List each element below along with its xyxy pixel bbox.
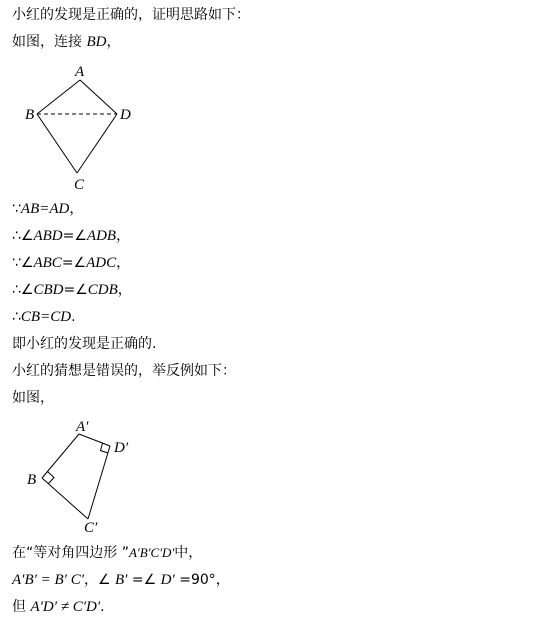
angle-cdb: CDB xyxy=(87,282,118,298)
period: . xyxy=(71,309,76,325)
edge-c2d2 xyxy=(88,446,110,519)
inequality-line xyxy=(12,598,105,616)
comma: ， xyxy=(116,255,131,271)
quad-definition-text: 在“等对角四边形 ” xyxy=(12,545,129,561)
edge-a2b2 xyxy=(42,434,79,478)
equation-ab-ad: AB=AD xyxy=(20,201,70,217)
angle-adc: ADC xyxy=(86,255,117,271)
vertex-label-a-prime: A′ xyxy=(76,419,89,435)
therefore-angle-symbol: ∴∠ xyxy=(12,228,34,244)
angle-abc: ABC xyxy=(33,255,62,271)
segment-bd: BD xyxy=(86,34,107,50)
angle-abd: ABD xyxy=(33,228,63,244)
equals-angle: =∠ xyxy=(127,572,161,588)
right-angle-mark-b xyxy=(48,472,55,484)
comma-angle: ，∠ xyxy=(84,572,116,588)
therefore-angle-symbol: ∴∠ xyxy=(12,282,34,298)
comma: ， xyxy=(106,34,121,50)
vertex-label-a: A xyxy=(75,64,85,80)
figure2-intro xyxy=(12,389,54,407)
vertex-label-d-prime: D′ xyxy=(114,440,129,456)
connect-text: 如图，连接 xyxy=(12,34,87,50)
therefore-symbol: ∴ xyxy=(12,309,21,325)
counterexample-intro xyxy=(12,362,236,380)
equals-angle: =∠ xyxy=(62,228,87,244)
period: . xyxy=(100,599,105,615)
vertex-label-b: B xyxy=(25,107,35,123)
edge-ad xyxy=(80,80,117,114)
conclusion-line xyxy=(12,335,156,353)
vertex-label-c: C xyxy=(74,177,85,193)
because-angle-symbol: ∵∠ xyxy=(12,255,34,271)
counterexample-intro-text: 小红的猜想是错误的，举反例如下： xyxy=(12,363,236,379)
equals-angle: =∠ xyxy=(61,255,87,271)
conclusion-text: 即小红的发现是正确的. xyxy=(12,336,157,352)
equation-cb-cd: CB=CD xyxy=(20,309,72,325)
proof-step-2 xyxy=(12,227,130,245)
comma: ， xyxy=(117,282,132,298)
vertex-label-b-prime: B xyxy=(27,472,37,488)
proof-step-4 xyxy=(12,281,132,299)
comma: ， xyxy=(116,228,131,244)
angle-adb: ADB xyxy=(86,228,117,244)
proof-step-1 xyxy=(12,200,83,218)
equal-sides-line xyxy=(12,571,230,589)
quad-definition-tail: 中， xyxy=(174,545,203,561)
inequality-a2d2-c2d2: A′D′ ≠ C′D′ xyxy=(30,599,101,615)
ninety-degrees: =90°， xyxy=(174,572,230,588)
proof-intro-text: 小红的发现是正确的，证明思路如下： xyxy=(12,7,250,23)
angle-cbd: CBD xyxy=(33,282,64,298)
comma: ， xyxy=(69,201,84,217)
proof-step-3 xyxy=(12,254,130,272)
angle-b-prime: B′ xyxy=(115,572,128,588)
edge-bc xyxy=(37,114,77,173)
figure2-intro-text: 如图， xyxy=(12,390,54,406)
vertex-label-d: D xyxy=(120,107,131,123)
proof-step-5 xyxy=(12,308,76,326)
angle-d-prime: D′ xyxy=(160,572,175,588)
equals-angle: =∠ xyxy=(63,282,88,298)
edge-ab xyxy=(37,80,80,114)
quad-definition-line xyxy=(12,544,202,562)
vertex-label-c-prime: C′ xyxy=(84,520,98,536)
edge-b2c2 xyxy=(42,478,88,519)
edge-dc xyxy=(77,114,117,173)
equation-a2b2-b2c2: A′B′ = B′ C′ xyxy=(12,572,84,588)
because-symbol: ∵ xyxy=(12,201,21,217)
but-text: 但 xyxy=(12,599,31,615)
edge-d2a2 xyxy=(79,434,110,446)
quad-name: A′B′C′D′ xyxy=(128,545,175,560)
